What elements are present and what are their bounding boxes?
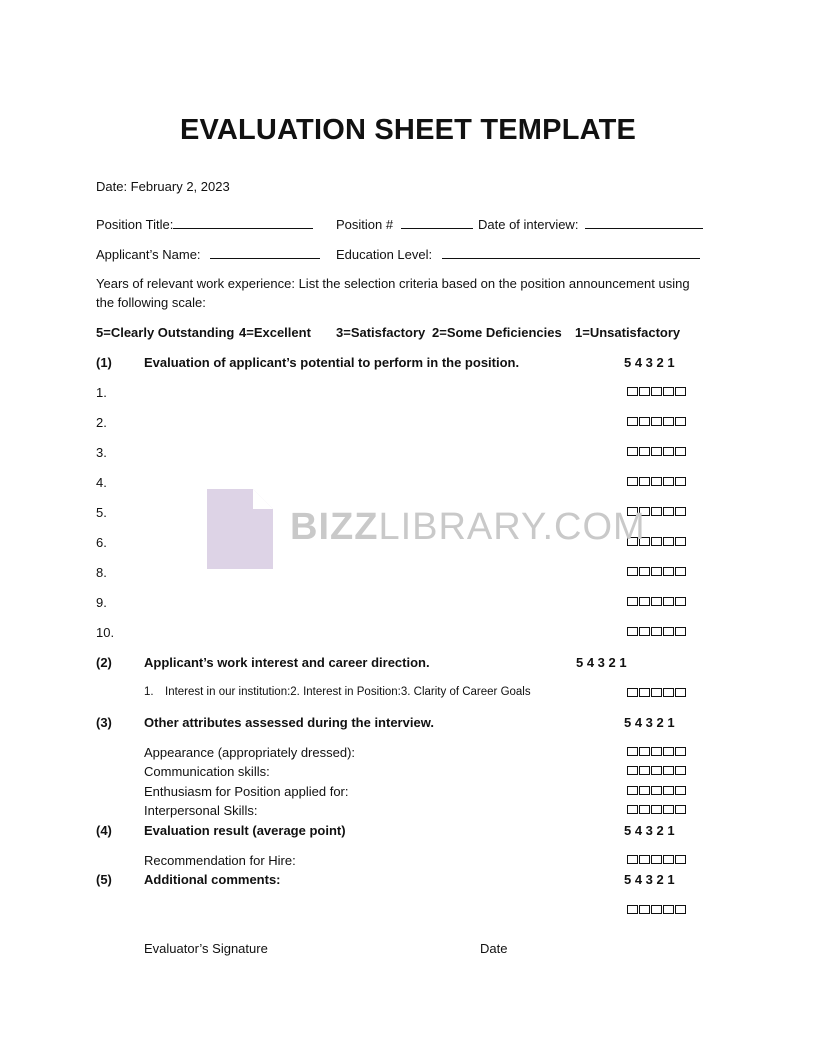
scale-2: 2=Some Deficiencies xyxy=(432,325,562,340)
rating-checkbox[interactable] xyxy=(675,387,686,396)
section-1-number: (1) xyxy=(96,355,112,370)
rating-checkbox[interactable] xyxy=(651,855,662,864)
rating-checkbox[interactable] xyxy=(651,477,662,486)
rating-checkbox[interactable] xyxy=(651,786,662,795)
section-4-rating-header: 5 4 3 2 1 xyxy=(624,823,675,838)
section-4-number: (4) xyxy=(96,823,112,838)
rating-checkbox[interactable] xyxy=(639,567,650,576)
rating-checkbox[interactable] xyxy=(675,688,686,697)
list-item-number: 8. xyxy=(96,565,107,580)
section-2-title: Applicant’s work interest and career direction. xyxy=(144,655,430,670)
attribute-rating-boxes[interactable] xyxy=(627,786,686,795)
instructions-line-2: the following scale: xyxy=(96,295,206,310)
rating-checkbox[interactable] xyxy=(663,417,674,426)
list-item-number: 9. xyxy=(96,595,107,610)
rating-checkbox[interactable] xyxy=(639,417,650,426)
recommendation-label: Recommendation for Hire: xyxy=(144,853,296,868)
list-item-number: 1. xyxy=(96,385,107,400)
attribute-label: Enthusiasm for Position applied for: xyxy=(144,783,349,799)
evaluator-signature-label: Evaluator’s Signature xyxy=(144,941,268,956)
section-5-number: (5) xyxy=(96,872,112,887)
rating-checkbox[interactable] xyxy=(651,597,662,606)
education-level-field[interactable] xyxy=(336,246,700,262)
date-of-interview-label: Date of interview: xyxy=(478,217,579,232)
rating-checkbox[interactable] xyxy=(627,627,638,636)
list-item-rating-boxes[interactable] xyxy=(627,477,686,486)
section-2-rating-header: 5 4 3 2 1 xyxy=(576,655,627,670)
applicant-name-field[interactable] xyxy=(96,246,320,262)
rating-checkbox[interactable] xyxy=(663,905,674,914)
attribute-rating-boxes[interactable] xyxy=(627,766,686,775)
attribute-rating-boxes[interactable] xyxy=(627,805,686,814)
rating-checkbox[interactable] xyxy=(651,537,662,546)
rating-checkbox[interactable] xyxy=(627,387,638,396)
rating-checkbox[interactable] xyxy=(639,447,650,456)
rating-checkbox[interactable] xyxy=(663,387,674,396)
rating-checkbox[interactable] xyxy=(627,747,638,756)
rating-checkbox[interactable] xyxy=(651,627,662,636)
list-item-rating-boxes[interactable] xyxy=(627,597,686,606)
position-title-label: Position Title: xyxy=(96,217,174,232)
rating-checkbox[interactable] xyxy=(675,627,686,636)
rating-checkbox[interactable] xyxy=(675,805,686,814)
section-2-number: (2) xyxy=(96,655,112,670)
rating-checkbox[interactable] xyxy=(675,597,686,606)
rating-checkbox[interactable] xyxy=(663,786,674,795)
list-item-number: 2. xyxy=(96,415,107,430)
page-title: EVALUATION SHEET TEMPLATE xyxy=(179,114,637,146)
rating-checkbox[interactable] xyxy=(675,905,686,914)
watermark-text-rest: LIBRARY.COM xyxy=(378,506,646,548)
date-of-interview-line[interactable] xyxy=(585,216,703,229)
rating-checkbox[interactable] xyxy=(675,786,686,795)
rating-checkbox[interactable] xyxy=(651,447,662,456)
rating-checkbox[interactable] xyxy=(627,688,638,697)
interest-item-text: Interest in our institution:2. Interest in Position:3. Clarity of Career Goals xyxy=(165,686,531,698)
rating-checkbox[interactable] xyxy=(639,855,650,864)
attribute-rating-boxes[interactable] xyxy=(627,747,686,756)
scale-1: 1=Unsatisfactory xyxy=(575,325,681,340)
rating-checkbox[interactable] xyxy=(639,627,650,636)
rating-checkbox[interactable] xyxy=(651,567,662,576)
watermark-text xyxy=(290,506,646,549)
rating-checkbox[interactable] xyxy=(675,417,686,426)
rating-checkbox[interactable] xyxy=(675,855,686,864)
rating-checkbox[interactable] xyxy=(651,688,662,697)
section-1-title: Evaluation of applicant’s potential to perform in the position. xyxy=(144,355,520,370)
rating-checkbox[interactable] xyxy=(627,786,638,795)
education-level-line[interactable] xyxy=(442,246,700,259)
interest-rating-boxes[interactable] xyxy=(627,688,686,697)
rating-checkbox[interactable] xyxy=(675,766,686,775)
signature-date-label: Date xyxy=(480,941,508,956)
education-level-label: Education Level: xyxy=(336,247,433,262)
rating-checkbox[interactable] xyxy=(663,477,674,486)
attribute-label: Communication skills: xyxy=(144,764,270,780)
rating-checkbox[interactable] xyxy=(651,507,662,516)
rating-checkbox[interactable] xyxy=(627,567,638,576)
rating-checkbox[interactable] xyxy=(639,688,650,697)
rating-checkbox[interactable] xyxy=(639,805,650,814)
rating-checkbox[interactable] xyxy=(627,905,638,914)
rating-checkbox[interactable] xyxy=(651,417,662,426)
date-line: Date: February 2, 2023 xyxy=(96,179,230,194)
rating-checkbox[interactable] xyxy=(627,855,638,864)
list-item-number: 3. xyxy=(96,445,107,460)
rating-checkbox[interactable] xyxy=(663,747,674,756)
list-item-number: 10. xyxy=(96,625,115,640)
position-number-label: Position # xyxy=(336,217,394,232)
rating-checkbox[interactable] xyxy=(651,905,662,914)
recommendation-rating-boxes[interactable] xyxy=(627,855,686,864)
rating-checkbox[interactable] xyxy=(627,766,638,775)
rating-checkbox[interactable] xyxy=(627,417,638,426)
rating-checkbox[interactable] xyxy=(639,477,650,486)
rating-checkbox[interactable] xyxy=(639,905,650,914)
rating-checkbox[interactable] xyxy=(627,597,638,606)
rating-checkbox[interactable] xyxy=(639,597,650,606)
rating-checkbox[interactable] xyxy=(675,507,686,516)
section-3-rating-header: 5 4 3 2 1 xyxy=(624,715,675,730)
position-number-field[interactable] xyxy=(336,216,473,232)
attribute-label: Interpersonal Skills: xyxy=(144,802,258,818)
rating-checkbox[interactable] xyxy=(651,387,662,396)
list-item-number: 6. xyxy=(96,535,107,550)
scale-3: 3=Satisfactory xyxy=(336,325,426,340)
interest-item-number: 1. xyxy=(144,686,154,698)
list-item-rating-boxes[interactable] xyxy=(627,567,686,576)
watermark-text-bold: BIZZ xyxy=(290,506,379,548)
rating-checkbox[interactable] xyxy=(663,688,674,697)
list-item-rating-boxes[interactable] xyxy=(627,417,686,426)
section-1-rating-header: 5 4 3 2 1 xyxy=(624,355,675,370)
list-item-rating-boxes[interactable] xyxy=(627,387,686,396)
rating-checkbox[interactable] xyxy=(663,627,674,636)
date-of-interview-field[interactable] xyxy=(478,216,703,232)
rating-checkbox[interactable] xyxy=(639,786,650,795)
attribute-label: Appearance (appropriately dressed): xyxy=(144,745,356,760)
rating-checkbox[interactable] xyxy=(651,805,662,814)
position-number-line[interactable] xyxy=(401,216,473,229)
rating-checkbox[interactable] xyxy=(675,447,686,456)
scale-5: 5=Clearly Outstanding xyxy=(96,325,235,340)
section-5-title: Additional comments: xyxy=(144,872,281,887)
list-item-number: 5. xyxy=(96,505,107,520)
rating-checkbox[interactable] xyxy=(663,766,674,775)
comments-rating-boxes[interactable] xyxy=(627,905,686,914)
rating-checkbox[interactable] xyxy=(639,387,650,396)
section-3-number: (3) xyxy=(96,715,112,730)
section-5-rating-header: 5 4 3 2 1 xyxy=(624,872,675,887)
rating-checkbox[interactable] xyxy=(663,855,674,864)
rating-checkbox[interactable] xyxy=(675,537,686,546)
applicant-name-label: Applicant’s Name: xyxy=(96,247,201,262)
rating-checkbox[interactable] xyxy=(675,477,686,486)
scale-4: 4=Excellent xyxy=(239,325,311,340)
rating-checkbox[interactable] xyxy=(651,747,662,756)
rating-checkbox[interactable] xyxy=(675,567,686,576)
rating-checkbox[interactable] xyxy=(651,766,662,775)
instructions-line-1: Years of relevant work experience: List the selection criteria based on the position announcement using xyxy=(96,276,690,291)
rating-checkbox[interactable] xyxy=(663,507,674,516)
rating-checkbox[interactable] xyxy=(663,805,674,814)
position-title-field[interactable] xyxy=(96,216,313,232)
section-3-title: Other attributes assessed during the interview. xyxy=(144,715,434,730)
rating-checkbox[interactable] xyxy=(627,477,638,486)
rating-checkbox[interactable] xyxy=(639,766,650,775)
applicant-name-line[interactable] xyxy=(210,246,320,259)
list-item-number: 4. xyxy=(96,475,107,490)
rating-checkbox[interactable] xyxy=(675,747,686,756)
position-title-line[interactable] xyxy=(173,216,313,229)
list-item-rating-boxes[interactable] xyxy=(627,447,686,456)
rating-checkbox[interactable] xyxy=(663,567,674,576)
list-item-rating-boxes[interactable] xyxy=(627,627,686,636)
rating-checkbox[interactable] xyxy=(627,447,638,456)
rating-checkbox[interactable] xyxy=(627,805,638,814)
rating-checkbox[interactable] xyxy=(639,747,650,756)
watermark-document-icon xyxy=(207,489,273,569)
rating-checkbox[interactable] xyxy=(663,597,674,606)
rating-checkbox[interactable] xyxy=(663,447,674,456)
rating-checkbox[interactable] xyxy=(663,537,674,546)
section-4-title: Evaluation result (average point) xyxy=(144,823,346,838)
